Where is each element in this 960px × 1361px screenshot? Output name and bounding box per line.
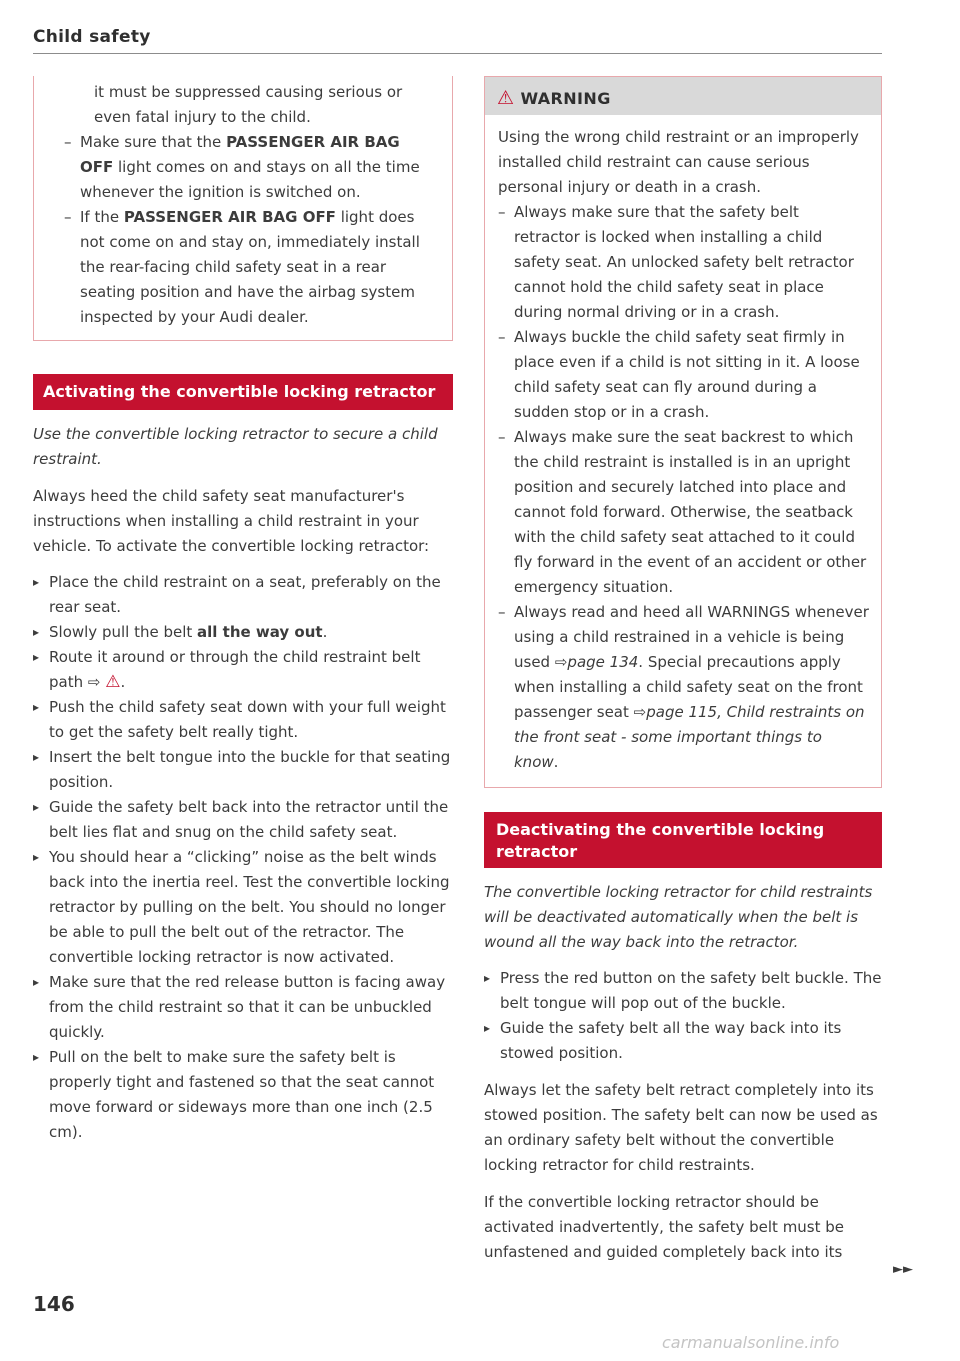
step-item: ▸ Press the red button on the safety belt buckle. The belt tongue will pop out of the buckle. [484, 966, 882, 1016]
step-item: ▸ Guide the safety belt back into the retractor until the belt lies flat and snug on the child safety seat. [33, 795, 453, 845]
notice-text: it must be suppressed causing serious or even fatal injury to the child. [94, 83, 403, 126]
step-text: . [322, 623, 328, 641]
warning-item [498, 600, 869, 775]
warning-text: . [553, 753, 559, 771]
page-reference-link[interactable]: page 134 [567, 653, 639, 671]
warning-text: Always read and heed all WARNINGS whenever using a child restrained in a vehicle is being used [514, 603, 869, 671]
step-text: Route it around or through the child restraint belt path [49, 648, 421, 691]
step-item [33, 645, 453, 695]
warning-item: – Always buckle the child safety seat firmly in place even if a child is not sitting in it. A loose child safety seat can fly around during a sudden stop or in a crash. [498, 325, 869, 425]
notice-text: If the [80, 208, 124, 226]
notice-text: Make sure that the [80, 133, 227, 151]
cross-reference-arrow-icon: ⇨ [554, 653, 568, 671]
warning-header [485, 77, 881, 115]
page-number: 146 [33, 1292, 75, 1316]
emphasis: all the way out [197, 623, 323, 641]
notice-item [64, 205, 434, 330]
deactivation-steps [484, 966, 882, 1066]
page-reference-link[interactable]: page 115, Child restraints on the front seat - some important things to know [514, 703, 865, 771]
step-item: ▸ You should hear a “clicking” noise as the belt winds back into the inertia reel. Test the convertible locking retractor by pulling on the belt. You should no longer be able to pull the belt out of the retractor. The convertible locking retractor is now activated. [33, 845, 453, 970]
body-paragraph: Always let the safety belt retract completely into its stowed position. The safety belt can now be used as an ordinary safety belt without the convertible locking retractor for child restraints. [484, 1081, 878, 1174]
section-heading-deactivating: Deactivating the convertible locking retractor [484, 812, 882, 868]
left-column [33, 76, 453, 1145]
right-column [484, 76, 882, 1265]
section-intro: Use the convertible locking retractor to secure a child restraint. [33, 425, 438, 468]
step-text: Slowly pull the belt [49, 623, 198, 641]
warning-item: – Always make sure the seat backrest to which the child restraint is installed is in an upright position and securely latched into place and cannot fold forward. Otherwise, the seatback with the child safety seat attached to it could fly forward in the event of an accident or other emergency situation. [498, 425, 869, 600]
warning-body [485, 115, 881, 787]
notice-item [64, 130, 434, 205]
warning-text: . Special precautions apply when installing a child safety seat on the front passenger seat [514, 653, 863, 721]
header-divider [33, 53, 882, 54]
notice-text: light does not come on and stay on, immediately install the rear-facing child safety seat in a rear seating position and have the airbag system inspected by your Audi dealer. [80, 208, 420, 326]
warning-label: WARNING [520, 89, 611, 108]
warning-box [484, 76, 882, 788]
section-heading-activating: Activating the convertible locking retractor [33, 374, 453, 410]
continued-notice-box [33, 76, 453, 341]
step-item: ▸ Make sure that the red release button is facing away from the child restraint so that it can be unbuckled quickly. [33, 970, 453, 1045]
warning-triangle-icon: ⚠ [497, 87, 515, 109]
running-header: Child safety [33, 27, 151, 47]
activation-steps [33, 570, 453, 1145]
warning-item: – Always make sure that the safety belt retractor is locked when installing a child safety seat. An unlocked safety belt retractor cannot hold the child safety seat in place during normal driving or in a crash. [498, 200, 869, 325]
cross-reference-arrow-icon[interactable]: ⇨ [87, 673, 101, 691]
watermark: carmanualsonline.info [662, 1333, 840, 1352]
step-item [33, 620, 453, 645]
body-paragraph: Always heed the child safety seat manufacturer's instructions when installing a child restraint in your vehicle. To activate the convertible locking retractor: [33, 487, 430, 555]
notice-text: light comes on and stays on all the time whenever the ignition is switched on. [80, 158, 420, 201]
step-text: . [120, 673, 126, 691]
step-item: ▸ Guide the safety belt all the way back into its stowed position. [484, 1016, 882, 1066]
continue-arrow-icon: ►► [893, 1262, 913, 1277]
cross-reference-arrow-icon: ⇨ [633, 703, 647, 721]
body-paragraph: If the convertible locking retractor should be activated inadvertently, the safety belt must be unfastened and guided completely back into its [484, 1193, 845, 1261]
indicator-name: PASSENGER AIR BAG OFF [123, 208, 336, 226]
indicator-name: PASSENGER AIR BAG OFF [80, 133, 400, 176]
section-intro: The convertible locking retractor for child restraints will be deactivated automatically when the belt is wound all the way back into the retractor. [484, 883, 873, 951]
step-item: ▸ Pull on the belt to make sure the safety belt is properly tight and fastened so that the seat cannot move forward or sideways more than one inch (2.5 cm). [33, 1045, 453, 1145]
warning-triangle-icon[interactable]: ⚠ [105, 672, 121, 692]
warning-intro: Using the wrong child restraint or an improperly installed child restraint can cause serious personal injury or death in a crash. [498, 128, 859, 196]
step-item: ▸ Push the child safety seat down with your full weight to get the safety belt really tight. [33, 695, 453, 745]
step-item: ▸ Insert the belt tongue into the buckle for that seating position. [33, 745, 453, 795]
step-item: ▸ Place the child restraint on a seat, preferably on the rear seat. [33, 570, 453, 620]
